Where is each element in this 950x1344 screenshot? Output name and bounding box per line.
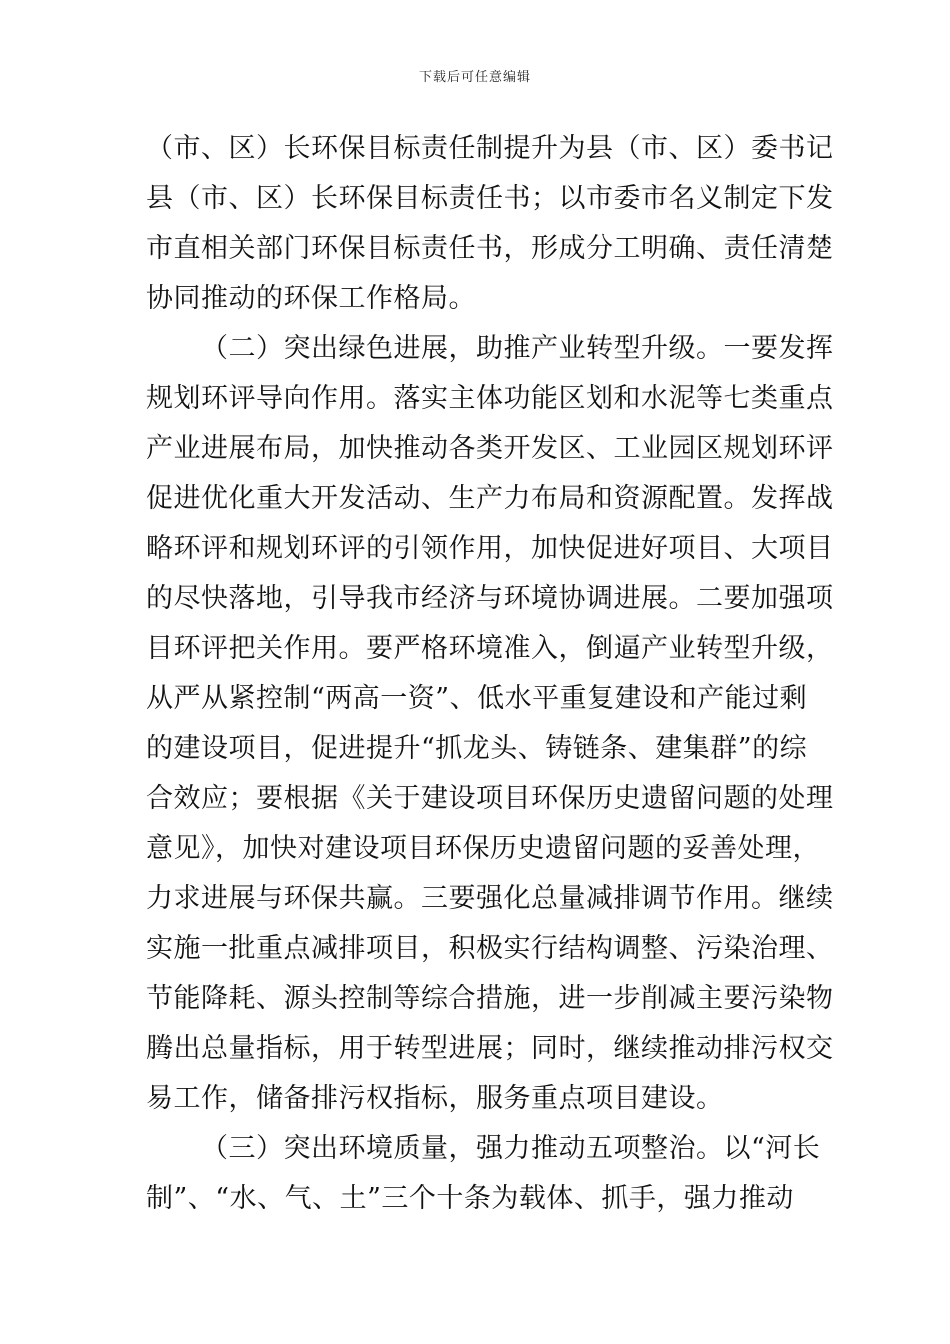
page-header: 下载后可任意编辑 [418,70,531,85]
text-line: 力求进展与环保共赢。三要强化总量减排调节作用。继续 [146,883,834,914]
text-line: （市、区）长环保目标责任制提升为县（市、区）委书记 [146,133,834,164]
text-line: 市直相关部门环保目标责任书，形成分工明确、责任清楚 [146,233,834,264]
text-line: 县（市、区）长环保目标责任书；以市委市名义制定下发 [146,183,834,214]
text-line: 合效应；要根据《关于建设项目环保历史遗留问题的处理 [146,783,834,814]
text-line: 腾出总量指标，用于转型进展；同时，继续推动排污权交 [146,1033,834,1064]
text-line: 协同推动的环保工作格局。 [146,283,476,314]
text-line: 略环评和规划环评的引领作用，加快促进好项目、大项目 [146,533,834,564]
text-line: 的建设项目，促进提升“抓龙头、铸链条、建集群”的综 [146,733,808,764]
text-line: 制”、“水、气、土”三个十条为载体、抓手，强力推动 [146,1183,794,1214]
document-body [146,124,834,1224]
text-line: 产业进展布局，加快推动各类开发区、工业园区规划环评 [146,433,834,464]
text-line: 意见》，加快对建设项目环保历史遗留问题的妥善处理， [146,833,820,864]
text-line: 规划环评导向作用。落实主体功能区划和水泥等七类重点 [146,383,834,414]
text-line: 易工作，储备排污权指标，服务重点项目建设。 [146,1083,724,1114]
text-line: 促进优化重大开发活动、生产力布局和资源配置。发挥战 [146,483,834,514]
text-line: 的尽快落地，引导我市经济与环境协调进展。二要加强项 [146,583,834,614]
section-heading-line: （二）突出绿色进展，助推产业转型升级。一要发挥 [201,333,834,364]
text-line: 从严从紧控制“两高一资”、低水平重复建设和产能过剩 [146,683,808,714]
text-line: 目环评把关作用。要严格环境准入，倒逼产业转型升级， [146,633,834,664]
section-heading-line: （三）突出环境质量，强力推动五项整治。以“河长 [201,1133,821,1164]
text-line: 节能降耗、源头控制等综合措施，进一步削减主要污染物 [146,983,834,1014]
text-line: 实施一批重点减排项目，积极实行结构调整、污染治理、 [146,933,834,964]
